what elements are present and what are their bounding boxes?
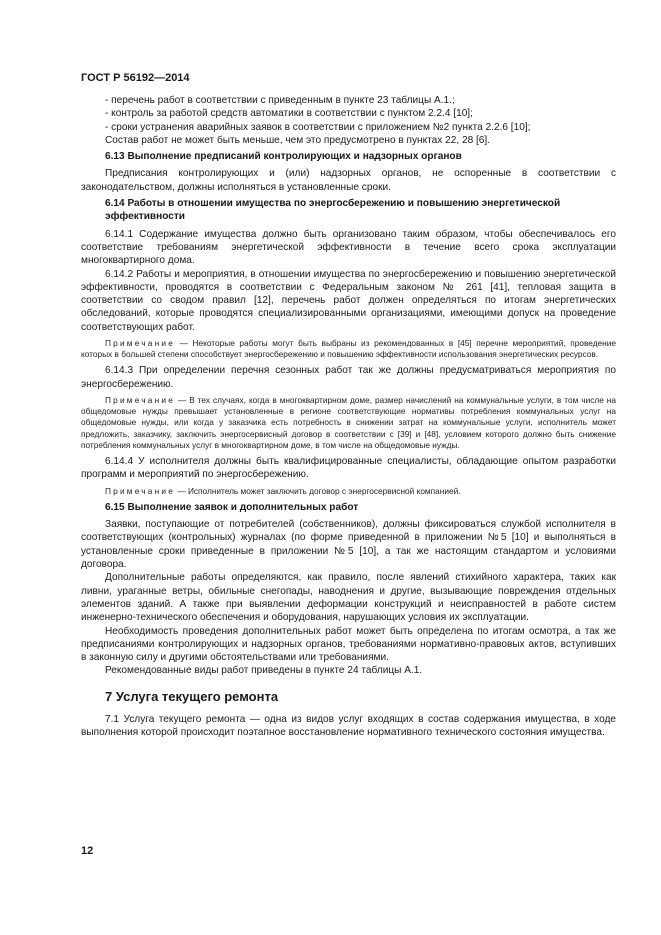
page-number: 12	[81, 845, 94, 857]
list-item: - контроль за работой средств автоматики в соответствии с пунктом 2.2.4 [10];	[105, 108, 473, 120]
note-label: Примечание	[105, 485, 176, 496]
paragraph: 6.14.2 Работы и мероприятия, в отношении имущества по энергосбережению и повышению энергетической эффективности, проводятся в соответствии с Федеральным законом № 261 [41], тепловая защита в соответствии со сводом правил [12], перечень работ должен определяться по итогам энергетических обследований, которые проводятся специализированными организациями, имеющими допуск на проведение соответствующих работ.	[81, 268, 616, 333]
note-text: — Некоторые работы могут быть выбраны из рекомендованных в [45] перечне мероприятий, проведение которых в большей степени способствует энергосбережению и повышению эффективности использования энергетических ресурсов.	[81, 338, 616, 360]
document-body	[81, 94, 616, 740]
section-heading-6-15: 6.15 Выполнение заявок и дополнительных работ	[105, 501, 359, 513]
paragraph: Состав работ не может быть меньше, чем это предусмотрено в пунктах 22, 28 [6].	[105, 134, 491, 146]
list-item: - перечень работ в соответствии с приведенным в пункте 23 таблицы А.1.;	[105, 95, 455, 106]
paragraph: 7.1 Услуга текущего ремонта — одна из видов услуг входящих в состав содержания имущества, в ходе выполнения которой происходит поэтапное восстановление нормативного технического состояния имущества.	[81, 714, 616, 739]
section-heading-6-14: 6.14 Работы в отношении имущества по энергосбережению и повышению энергетической эффективности	[105, 198, 561, 223]
paragraph: Необходимость проведения дополнительных работ может быть определена по итогам осмотра, а так же предписаниями контролирующих и надзорных органов, требованиями нормативно-правовых актов, вступивших в законную силу и другими обстоятельствами или требованиями.	[81, 625, 616, 664]
section-heading-6-13: 6.13 Выполнение предписаний контролирующих и надзорных органов	[105, 151, 462, 163]
note-label: Примечание	[105, 338, 176, 349]
list-item: - сроки устранения аварийных заявок в соответствии с приложением №2 пункта 2.2.6 [10];	[105, 121, 531, 133]
note	[81, 486, 616, 497]
paragraph: 6.14.1 Содержание имущества должно быть организовано таким образом, чтобы обеспечивалось его соответствие требованиям энергетической эффективности в течение всего срока эксплуатации многоквартирного дома.	[81, 228, 616, 267]
paragraph: Рекомендованные виды работ приведены в пункте 24 таблицы А.1.	[105, 665, 423, 677]
note-text: — В тех случаях, когда в многоквартирном доме, размер начислений на коммунальные услуги, в том числе на общедомовые нужды превышает установленные в регионе соответствующие нормативы потребления коммунальных услуг на общедомовые нужды, или когда у заказчика есть потребность в снижении затрат на коммунальные услуги, исполнитель может предложить, заказчику, заключить энергосервисный договор в соответствии с [39] и [48], условием которого должно быть снижение потребления коммунальных услуг в многоквартирном доме, в том числе на общедомовые нужды.	[81, 395, 616, 450]
note-text: — Исполнитель может заключить договор с энергосервисной компанией.	[175, 485, 461, 496]
paragraph: 6.14.4 У исполнителя должны быть квалифицированные специалисты, обладающие опытом разработки программ и мероприятий по энергосбережению.	[81, 456, 616, 481]
paragraph: Заявки, поступающие от потребителей (собственников), должны фиксироваться службой исполнителя в соответствующих (контрольных) журналах (по форме приведенной в приложении №5 [10] и выполняться в установленные сроки приведенные в приложении №5 [10], а так же настоящим стандартом и условиями договора.	[81, 519, 616, 571]
document-code-header: ГОСТ Р 56192—2014	[81, 72, 190, 84]
paragraph: Дополнительные работы определяются, как правило, после явлений стихийного характера, таких как ливни, ураганные ветры, обильные снегопады, наводнения и другие, вызывающие повреждения отдельных элементов зданий. А также при выявлении деформации конструкций и неисправностей в работе систем инженерно-технического обеспечения и оборудования, нарушающих условия их эксплуатации.	[81, 572, 616, 624]
note	[81, 338, 616, 360]
note-label: Примечание	[105, 395, 176, 406]
paragraph: Предписания контролирующих и (или) надзорных органов, не оспоренные в соответствии с законодательством, должны исполняться в установленные сроки.	[81, 168, 616, 193]
note	[81, 395, 616, 451]
chapter-heading-7: 7 Услуга текущего ремонта	[105, 688, 279, 704]
paragraph: 6.14.3 При определении перечня сезонных работ так же должны предусматриваться мероприятия по энергосбережению.	[81, 365, 616, 390]
